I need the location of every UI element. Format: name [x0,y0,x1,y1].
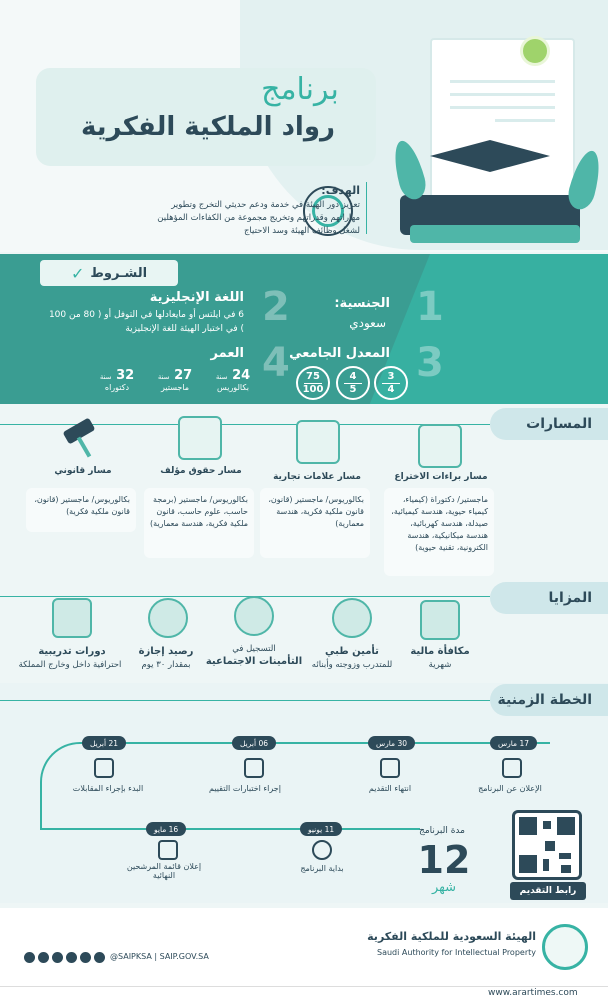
check-icon: ✓ [70,263,85,283]
watermark: www.arartimes.com [488,988,578,998]
twitter-icon[interactable] [24,952,35,963]
age-item [92,368,142,392]
age-item [208,368,258,392]
timeline-date: 16 مايو [146,822,186,836]
money-icon [420,600,460,640]
condition-number: 4 [262,340,290,386]
gpa-top: 4 [349,370,357,382]
timeline-text: بداية البرنامج [300,864,344,873]
list-icon [158,840,178,860]
gpa-label: المعدل الجامعي [289,346,390,361]
apply-link-button[interactable]: رابط التقديم [510,882,586,900]
english-value: 6 في ايلتس أو مايعادلها في التوفل أو ( 80 من 100 ) في اختبار الهيئة للغة الإنجليزية [48,310,244,334]
benefit-title: تأمين طبي [325,646,379,657]
timeline-track [40,828,420,830]
page-title: رواد الملكية الفكرية [81,112,335,142]
divider [0,700,490,701]
timeline-date: 06 أبريل [232,736,276,750]
book-icon [410,225,580,243]
path-card: بكالوريوس/ ماجستير (برمجة حاسب، علوم حاسب، قانون ملكية فكرية، هندسة معمارية) [144,488,254,558]
section-header-benefits: المزايا [490,582,608,614]
gpa-bottom: 5 [349,383,357,395]
youtube-icon[interactable] [52,952,63,963]
heart-hands-icon [332,598,372,638]
conditions-tag [40,260,178,286]
saip-logo-icon [542,924,588,970]
english-label: اللغة الإنجليزية [149,290,244,305]
person-shield-icon [234,596,274,636]
timeline-text: انتهاء التقديم [368,784,412,793]
timeline-text: إعلان قائمة المرشحين النهائية [126,862,202,880]
path-title: مسار قانوني [54,466,112,476]
linkedin-icon[interactable] [66,952,77,963]
conditions-label: الشـروط [90,265,148,281]
timeline-text: البدء بإجراء المقابلات [72,784,144,793]
benefit-title: دورات تدريبية [38,646,106,657]
path-card: بكالوريوس/ ماجستير (قانون، قانون ملكية فكرية) [26,488,136,532]
gpa-bottom: 100 [302,383,324,395]
age-value: 27 [174,368,193,383]
condition-number: 3 [416,340,444,386]
age-degree: بكالوريس [217,383,249,392]
age-label: العمر [210,346,244,361]
social-icons [24,952,105,963]
org-name-ar: الهيئة السعودية للملكية الفكرية [367,930,536,943]
gpa-top: 75 [306,370,320,382]
timeline-date: 21 أبريل [82,736,126,750]
megaphone-icon [502,758,522,778]
benefit-sub: التسجيل في [232,644,276,654]
beach-umbrella-icon [148,598,188,638]
interview-icon [94,758,114,778]
facebook-icon[interactable] [80,952,91,963]
timeline-date: 11 يونيو [300,822,342,836]
title-line1: برنامج [261,72,339,107]
checklist-icon [244,758,264,778]
copyright-document-icon [178,416,222,460]
seal-icon [520,36,550,66]
age-item [150,368,200,392]
patent-certificate-icon [418,424,462,468]
nationality-label: الجنسية: [334,296,390,311]
condition-number: 1 [416,284,444,330]
divider [0,986,608,987]
path-card: بكالوريوس/ ماجستير (قانون، قانون ملكية فكرية، هندسة معمارية) [260,488,370,558]
gpa-bottom: 4 [387,383,395,395]
power-icon [312,840,332,860]
age-degree: دكتوراه [104,383,130,392]
snapchat-icon[interactable] [94,952,105,963]
age-unit: سنة [99,373,112,381]
training-board-icon [52,598,92,638]
gpa-top: 3 [387,370,395,382]
benefit-sub: بمقدار ٣٠ يوم [141,660,191,670]
qr-code[interactable] [512,810,582,880]
document-icon [380,758,400,778]
path-card: ماجستير/ دكتوراة (كيمياء، كيمياء حيوية، هندسة كيميائية، صيدلة، هندسة كهربائية، هندسة ميكانيكية، هندسة الكترونية، تقنية حيوية) [384,488,494,576]
path-title: مسار براءات الاختراع [394,472,488,482]
age-value: 32 [116,368,135,383]
age-unit: سنة [157,373,170,381]
timeline-date: 30 مارس [368,736,415,750]
benefit-sub: للمتدرب وزوجته وأبنائه [311,660,393,670]
gpa-circle [336,366,370,400]
age-degree: ماجستير [160,383,190,392]
org-name-en: Saudi Authority for Intellectual Property [377,948,536,957]
divider [366,182,367,234]
goal-text: تعزيز دور الهيئة في خدمة ودعم حديثي التخرج وتطوير مهاراتهم وقدراتهم وتخريج مجموعة من الكفاءات المؤهلين لشغل وظائف الهيئة وسد الاحتياج [157,200,360,236]
condition-number: 2 [262,284,290,330]
timeline-date: 17 مارس [490,736,537,750]
benefit-title: رصيد إجازة [138,646,194,657]
gpa-circle [374,366,408,400]
benefit-sub: شهرية [428,660,452,670]
benefit-sub: احترافية داخل وخارج المملكة [18,660,122,670]
goal-label: الهدف: [321,184,360,197]
benefit-title: التأمينات الاجتماعية [205,656,303,667]
duration-label: مدة البرنامج [419,826,465,836]
timeline-text: الإعلان عن البرنامج [478,784,542,793]
trademark-icon [296,420,340,464]
duration-value: 12 [417,838,471,882]
path-title: مسار حقوق مؤلف [160,466,242,476]
duration-unit: شهر [431,880,457,895]
nationality-value: سعودي [349,316,386,330]
gpa-circle [296,366,330,400]
timeline-text: إجراء اختبارات التقييم [209,784,281,793]
benefit-title: مكافأة مالية [410,646,470,657]
age-value: 24 [232,368,251,383]
section-header-paths: المسارات [490,408,608,440]
section-header-timeline: الخطة الزمنية [490,684,608,716]
timeline-track [40,784,42,830]
gavel-icon [56,420,106,460]
age-unit: سنة [215,373,228,381]
path-title: مسار علامات تجارية [273,472,361,482]
certificate-icon [430,38,575,198]
social-handle[interactable]: @SAIPKSA | SAIP.GOV.SA [110,952,209,961]
instagram-icon[interactable] [38,952,49,963]
